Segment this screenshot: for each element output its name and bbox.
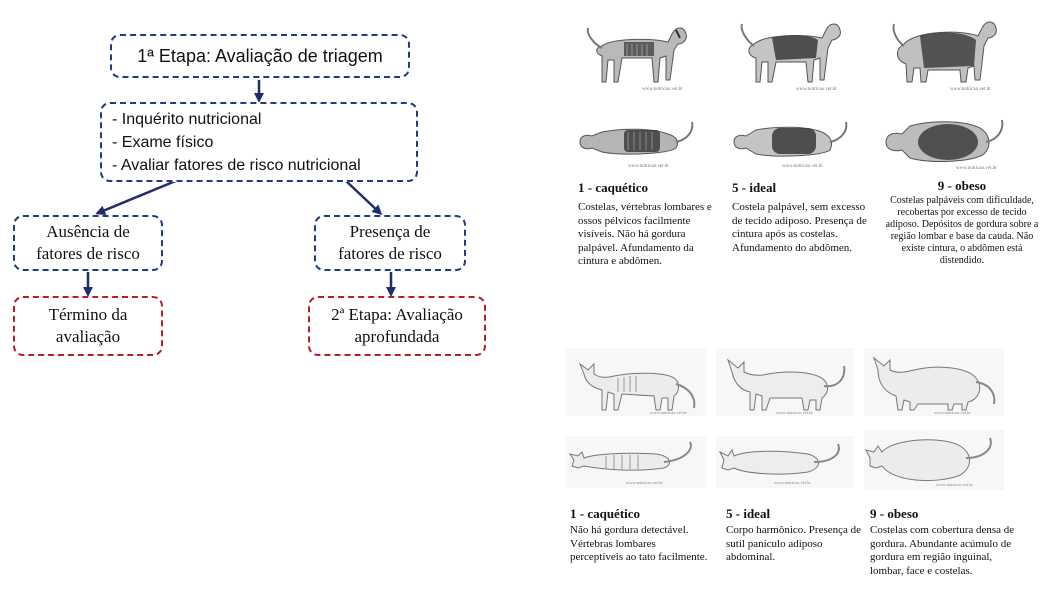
cat-desc-3: Costelas com cobertura densa de gordura. Abundante acúmulo de gordura em região inguinal, lombar, face e costelas. bbox=[870, 524, 1015, 577]
end-line1: Término da bbox=[48, 305, 128, 324]
dog-obeso-side-image bbox=[880, 4, 1008, 92]
stage2-box bbox=[308, 296, 486, 356]
presence-box bbox=[314, 215, 466, 271]
dog-caption-2 bbox=[732, 180, 867, 255]
absence-line2: fatores de risco bbox=[36, 244, 140, 263]
cat-obeso-side-image bbox=[864, 348, 1004, 416]
cat-watermark-4: www.nutricao.vet.br bbox=[626, 480, 663, 485]
screening-checks-box bbox=[100, 102, 418, 182]
check-fatores: - Avaliar fatores de risco nutricional bbox=[112, 156, 361, 174]
presence-line2: fatores de risco bbox=[338, 244, 442, 263]
cat-watermark-5: www.nutricao.vet.br bbox=[774, 480, 811, 485]
dog-watermark-5: www.nutricao.vet.br bbox=[782, 164, 823, 169]
cat-caquetico-side-image bbox=[566, 348, 706, 416]
cat-watermark-3: www.nutricao.vet.br bbox=[934, 410, 971, 415]
dog-watermark-3: www.nutricao.vet.br bbox=[950, 87, 991, 92]
stage1-box bbox=[110, 34, 410, 78]
cat-desc-2: Corpo harmônico. Presença de sutil panículo adiposo abdominal. bbox=[726, 524, 862, 563]
stage2-line1: 2ª Etapa: Avaliação bbox=[331, 305, 463, 324]
cat-ideal-top-image bbox=[716, 436, 854, 488]
dog-watermark-1: www.nutricao.vet.br bbox=[642, 87, 683, 92]
dog-desc-3: Costelas palpáveis com dificuldade, recobertas por excesso de tecido adiposo. Depósitos de gordura sobre a região lombar e base da cauda. Não existe cintura, o abdômen está distendido. bbox=[885, 195, 1039, 266]
cat-desc-1: Não há gordura detectável. Vértebras lombares perceptíveis ao tato facilmente. bbox=[570, 524, 708, 563]
cat-title-2: 5 - ideal bbox=[726, 506, 771, 521]
dog-ideal-top-image bbox=[726, 112, 854, 172]
dog-obeso-top-image bbox=[880, 112, 1008, 172]
arrow-checks-to-absence bbox=[98, 180, 178, 213]
cat-caption-1 bbox=[570, 506, 710, 565]
dog-desc-2: Costela palpável, sem excesso de tecido adiposo. Presença de cintura após as costelas. Afundamento do abdômen. bbox=[732, 201, 867, 254]
cat-obeso-top-image bbox=[864, 430, 1004, 490]
absence-box bbox=[13, 215, 163, 271]
stage1-text: 1ª Etapa: Avaliação de triagem bbox=[137, 45, 383, 66]
presence-line1: Presença de bbox=[349, 222, 431, 241]
dog-caption-3 bbox=[882, 178, 1042, 267]
cat-title-3: 9 - obeso bbox=[870, 506, 919, 521]
end-box bbox=[13, 296, 163, 356]
cat-ideal-side-image bbox=[716, 348, 854, 416]
dog-watermark-2: www.nutricao.vet.br bbox=[796, 87, 837, 92]
end-line2: avaliação bbox=[55, 327, 121, 346]
stage2-line2: aprofundada bbox=[354, 327, 440, 346]
dog-title-1: 1 - caquético bbox=[578, 180, 649, 195]
dog-caquetico-top-image bbox=[572, 112, 700, 172]
dog-desc-1: Costelas, vértebras lombares e ossos pélvicos facilmente visíveis. Não há gordura palpável. Afundamento da cintura e abdômen. bbox=[578, 201, 712, 267]
cat-watermark-6: www.nutricao.vet.br bbox=[936, 482, 973, 487]
dog-caquetico-side-image bbox=[572, 4, 700, 92]
cat-watermark-2: www.nutricao.vet.br bbox=[776, 410, 813, 415]
dog-title-2: 5 - ideal bbox=[732, 180, 777, 195]
check-inquerito: - Inquérito nutricional bbox=[112, 110, 262, 128]
absence-line1: Ausência de bbox=[46, 222, 130, 241]
check-exame: - Exame físico bbox=[112, 133, 214, 151]
cat-caquetico-top-image bbox=[566, 436, 706, 488]
dog-watermark-6: www.nutricao.vet.br bbox=[956, 166, 997, 171]
dog-caption-1 bbox=[578, 180, 726, 269]
cat-watermark-1: www.nutricao.vet.br bbox=[650, 410, 687, 415]
cat-title-1: 1 - caquético bbox=[570, 506, 641, 521]
arrow-checks-to-presence bbox=[345, 180, 380, 213]
dog-watermark-4: www.nutricao.vet.br bbox=[628, 164, 669, 169]
cat-caption-2 bbox=[726, 506, 866, 565]
dog-ideal-side-image bbox=[726, 4, 854, 92]
dog-title-3: 9 - obeso bbox=[937, 178, 987, 193]
cat-caption-3 bbox=[870, 506, 1020, 578]
